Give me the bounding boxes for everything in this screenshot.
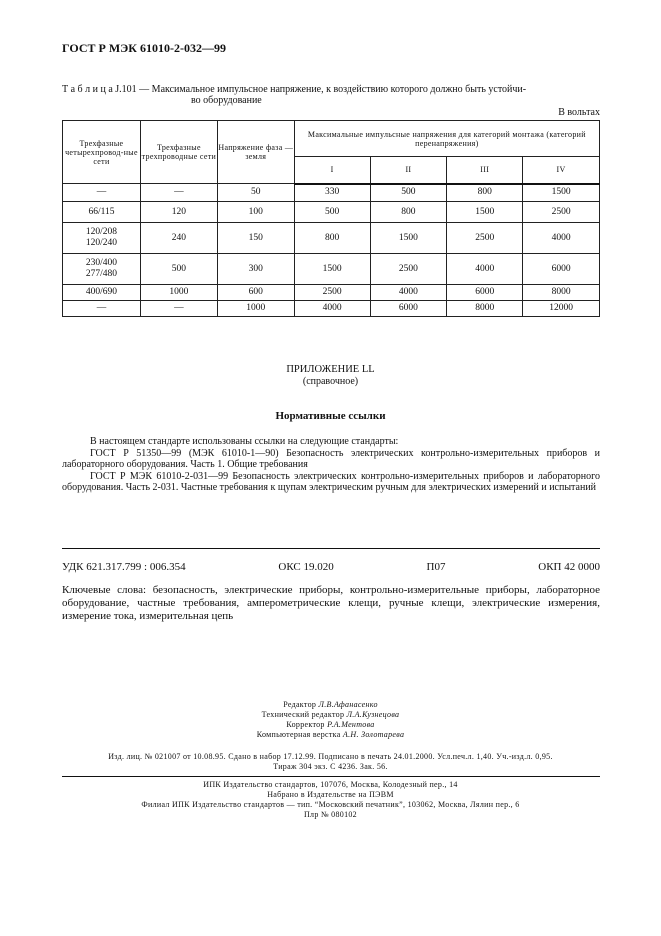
table-row: [63, 184, 600, 202]
keywords: Ключевые слова: безопасность, электрические приборы, контрольно-измерительные приборы, лабораторное оборудование, частные требования, амперометрические клещи, ручные клещи, электрические измерения, измерение тока, измерительная цепь: [62, 584, 600, 622]
oks-code: ОКС 19.020: [278, 561, 334, 573]
cat-header: I: [294, 157, 370, 184]
table-cell: 1000: [140, 285, 217, 301]
udk-code: УДК 621.317.799 : 006.354: [62, 561, 186, 573]
credit-line: [0, 710, 661, 720]
reference-item: ГОСТ Р МЭК 61010-2-031—99 Безопасность электрических контрольно-измерительных приборов и лабораторного оборудования. Часть 2-031. Частные требования к щупам электрическим ручным для электрических измерений и испытаний: [62, 470, 600, 493]
publisher-info: [0, 780, 661, 820]
publisher-line: Набрано в Издательстве на ПЭВМ: [267, 790, 394, 799]
unit-label: В вольтах: [558, 107, 600, 118]
credit-name: Р.А.Ментова: [327, 720, 375, 729]
table-cell: 500: [140, 254, 217, 285]
table-cell: 330: [294, 184, 370, 202]
table-cell: 4000: [523, 223, 600, 254]
credit-role: Корректор: [286, 720, 325, 729]
col-header-group: Максимальные импульсные напряжения для категорий монтажа (категорий перенапряжения): [294, 121, 599, 157]
table-row: [63, 254, 600, 285]
table-cell: —: [140, 184, 217, 202]
appendix-title: ПРИЛОЖЕНИЕ LL: [286, 364, 375, 375]
table-cell: 1500: [370, 223, 447, 254]
table-cell: 6000: [447, 285, 523, 301]
col-header-phase-earth: Напряжение фаза — земля: [217, 121, 294, 184]
credit-name: Л.В.Афанасенко: [318, 700, 378, 709]
table-cell: 1000: [217, 301, 294, 317]
caption-label: Т а б л и ц а J.101 —: [62, 84, 150, 95]
publisher-line: ИПК Издательство стандартов, 107076, Москва, Колодезный пер., 14: [203, 780, 458, 789]
col-header-three-wire: Трехфазные трехпроводные сети: [140, 121, 217, 184]
table-row: [63, 301, 600, 317]
cat-header: IV: [523, 157, 600, 184]
table-cell: 150: [217, 223, 294, 254]
p-code: П07: [426, 561, 446, 573]
table-cell: —: [63, 184, 141, 202]
credit-name: А.Н. Золотарева: [342, 730, 405, 739]
credit-name: Л.А.Кузнецова: [346, 710, 400, 719]
caption-text-cont: во оборудование: [191, 95, 262, 106]
table-cell: 600: [217, 285, 294, 301]
table-cell: 12000: [523, 301, 600, 317]
credit-role: Технический редактор: [261, 710, 345, 719]
table-row: [63, 285, 600, 301]
credit-role: Редактор: [283, 700, 317, 709]
print-line: Изд. лиц. № 021007 от 10.08.95. Сдано в набор 17.12.99. Подписано в печать 24.01.2000. Усл.печ.л. 1,40. Уч.-изд.л. 0,95.: [108, 752, 553, 761]
table-cell: 100: [217, 202, 294, 223]
publisher-line: Филиал ИПК Издательство стандартов — тип. “Московский печатник”, 103062, Москва, Лялин пер., 6: [141, 800, 520, 809]
table-cell: 240: [140, 223, 217, 254]
credit-role: Компьютерная верстка: [256, 730, 341, 739]
table-cell: 6000: [370, 301, 447, 317]
divider: [62, 776, 600, 777]
credit-line: [0, 720, 661, 730]
table-cell: 120: [140, 202, 217, 223]
appendix-heading: Нормативные ссылки: [275, 410, 386, 422]
print-info: [0, 752, 661, 772]
appendix-subtitle: (справочное): [302, 376, 359, 387]
classification-codes: [62, 561, 600, 573]
table-cell: 8000: [523, 285, 600, 301]
credits: [0, 700, 661, 740]
table-cell: 2500: [523, 202, 600, 223]
table-cell: 6000: [523, 254, 600, 285]
table-cell: 1500: [294, 254, 370, 285]
table-cell: 1500: [447, 202, 523, 223]
table-cell: 2500: [294, 285, 370, 301]
voltage-table: [62, 120, 600, 317]
table-caption: [62, 84, 602, 106]
table-cell: 4000: [294, 301, 370, 317]
cat-header: III: [447, 157, 523, 184]
table-cell: —: [140, 301, 217, 317]
cat-header: II: [370, 157, 447, 184]
table-cell: 2500: [447, 223, 523, 254]
caption-text: Максимальное импульсное напряжение, к воздействию которого должно быть устойчи-: [151, 84, 527, 95]
table-cell: 120/208 120/240: [63, 223, 141, 254]
table-cell: 400/690: [63, 285, 141, 301]
table-cell: 500: [370, 184, 447, 202]
col-header-four-wire: Трехфазные четырехпровод-ные сети: [63, 121, 141, 184]
table-cell: 500: [294, 202, 370, 223]
table-cell: 1500: [523, 184, 600, 202]
reference-item: ГОСТ Р 51350—99 (МЭК 61010-1—90) Безопасность электрических контрольно-измерительных приборов и лабораторного оборудования. Часть 1. Общие требования: [62, 447, 600, 470]
table-cell: 800: [370, 202, 447, 223]
table-cell: 8000: [447, 301, 523, 317]
table-cell: 300: [217, 254, 294, 285]
table-row: [63, 202, 600, 223]
table-cell: 4000: [370, 285, 447, 301]
credit-line: [0, 730, 661, 740]
credit-line: [0, 700, 661, 710]
okp-code: ОКП 42 0000: [538, 561, 600, 573]
paragraph: В настоящем стандарте использованы ссылки на следующие стандарты:: [90, 436, 399, 447]
table-row: [63, 223, 600, 254]
references-text: [62, 436, 600, 494]
table-cell: 66/115: [63, 202, 141, 223]
document-header: ГОСТ Р МЭК 61010-2-032—99: [62, 41, 226, 55]
table-cell: —: [63, 301, 141, 317]
table-cell: 50: [217, 184, 294, 202]
divider: [62, 548, 600, 549]
table-cell: 2500: [370, 254, 447, 285]
table-cell: 800: [447, 184, 523, 202]
publisher-line: Плр № 080102: [303, 810, 357, 819]
print-line: Тираж 304 экз. С 4236. Зак. 56.: [273, 762, 388, 771]
table-cell: 4000: [447, 254, 523, 285]
table-cell: 230/400 277/480: [63, 254, 141, 285]
table-cell: 800: [294, 223, 370, 254]
